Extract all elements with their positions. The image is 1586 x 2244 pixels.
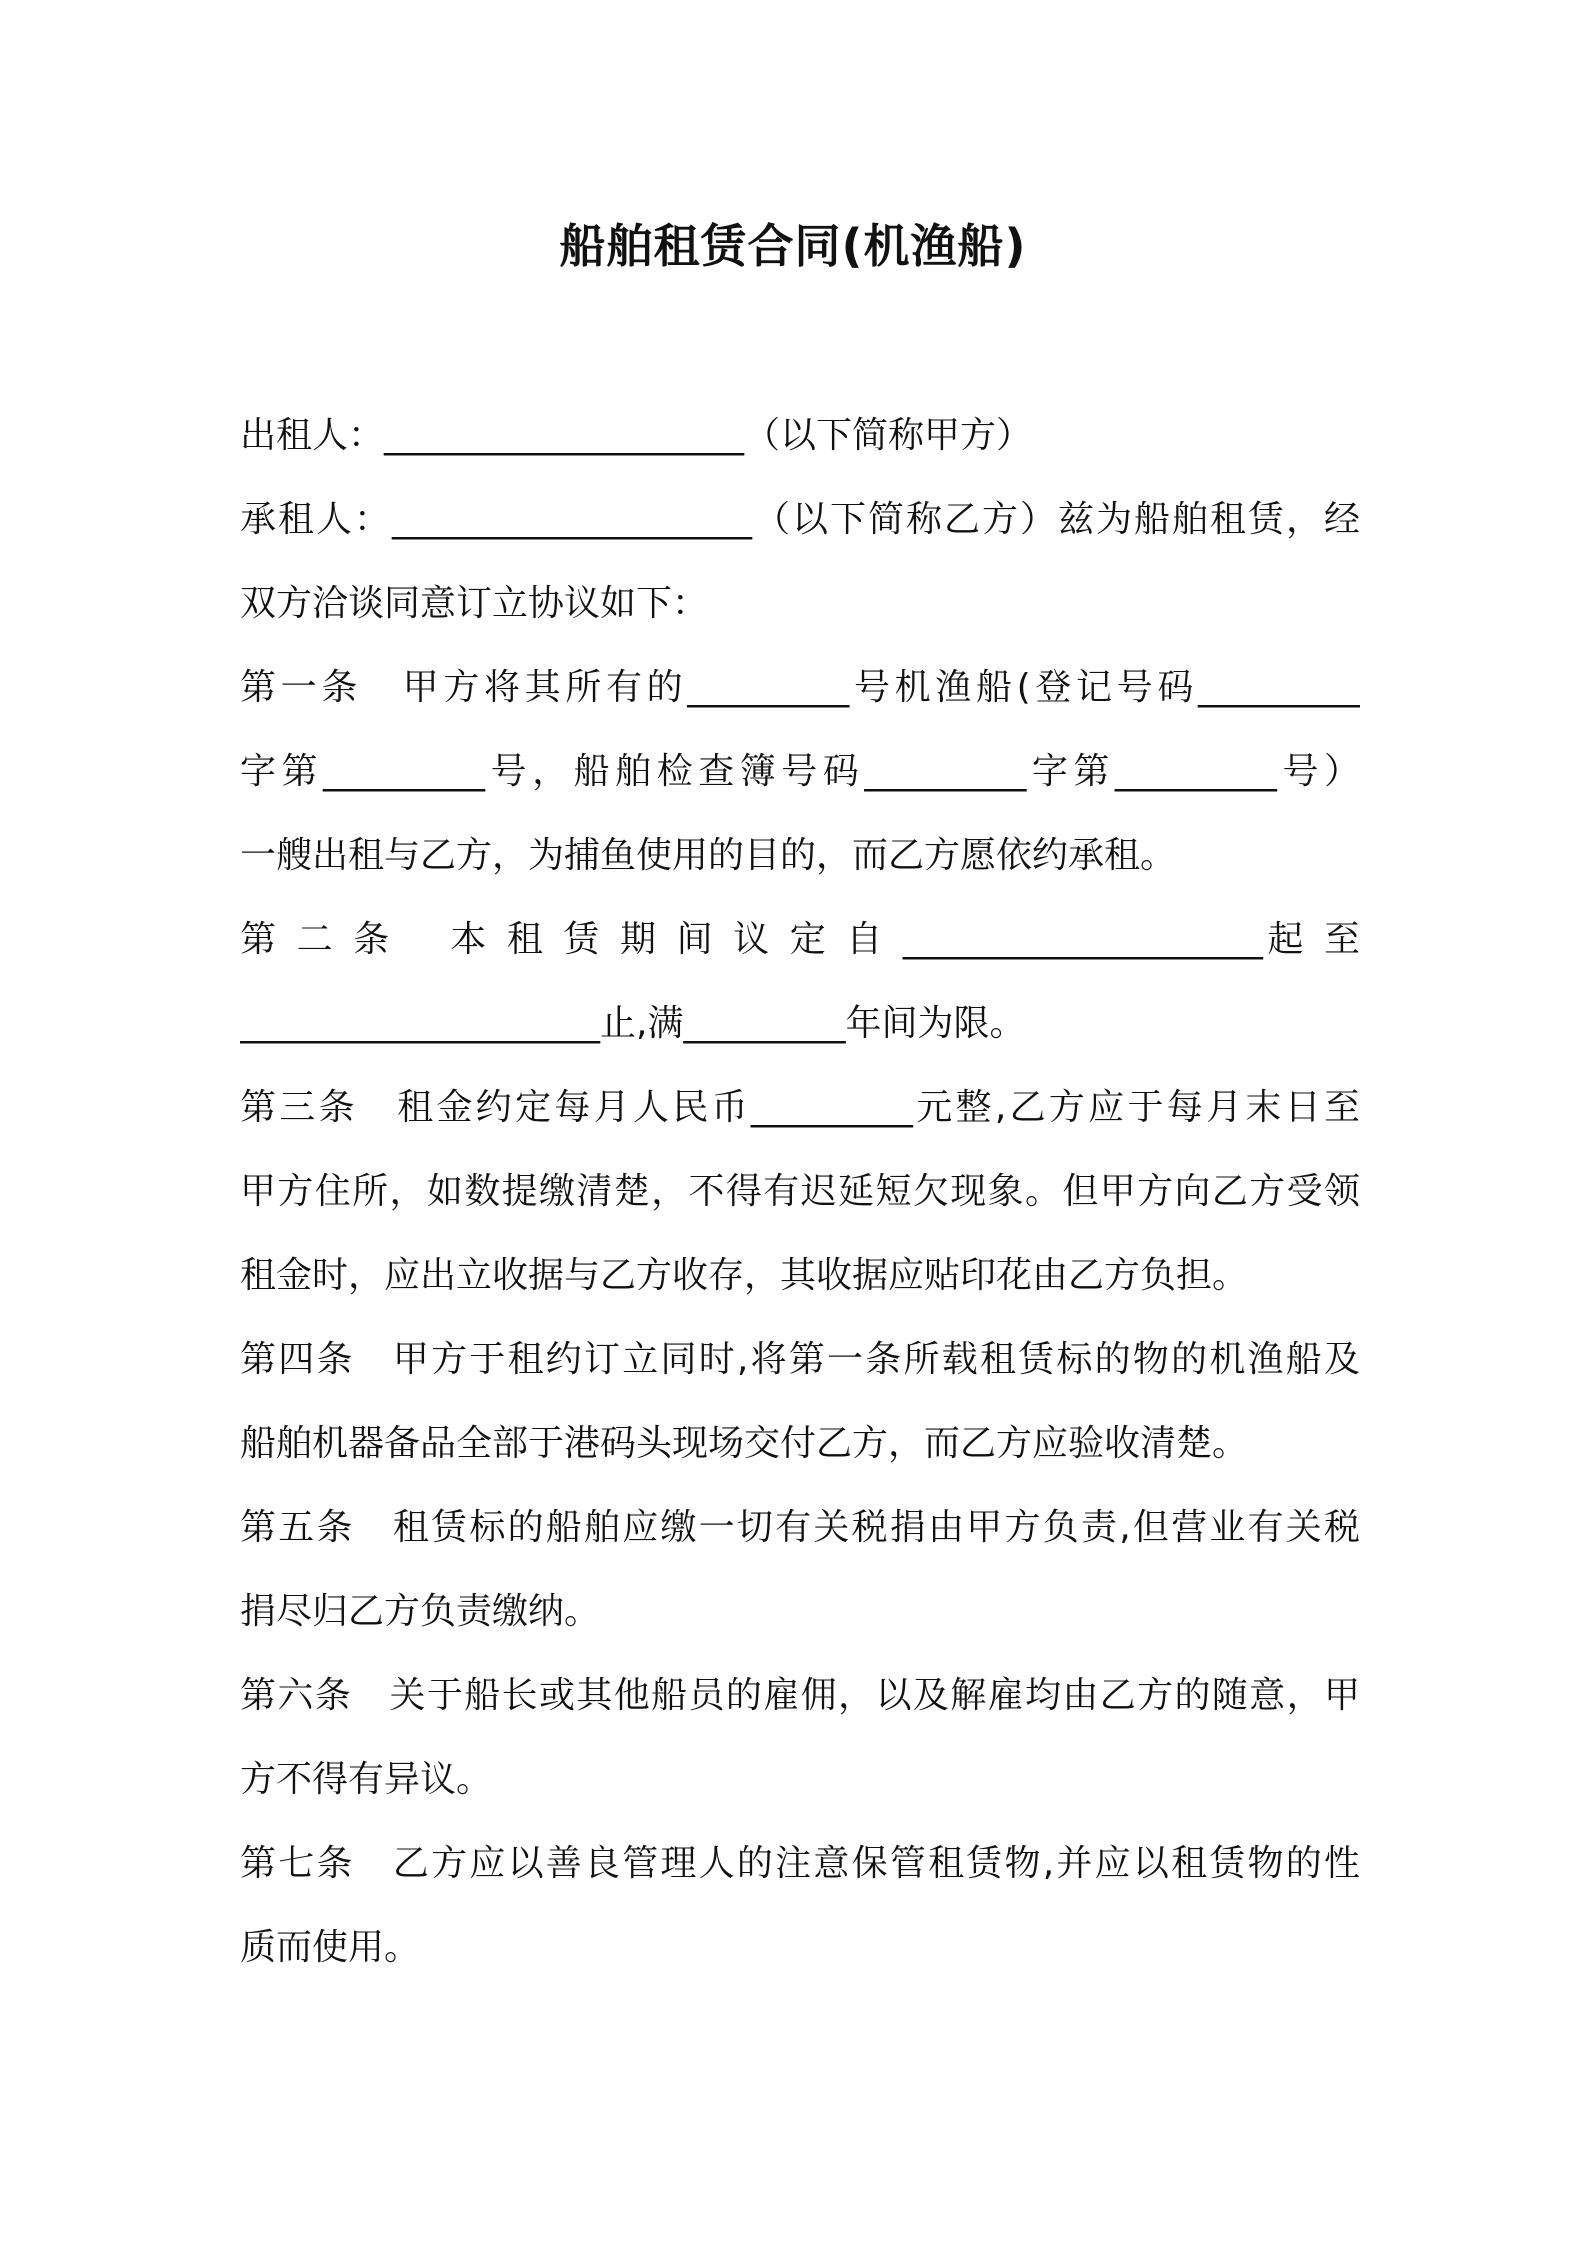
article-7-line-1: 第七条 乙方应以善良管理人的注意保管租赁物,并应以租赁物的性: [240, 1843, 1360, 1884]
article-5-line-2: 捐尽归乙方负责缴纳。: [240, 1591, 601, 1632]
article-3-line-2: 甲方住所，如数提缴清楚，不得有迟延短欠现象。但甲方向乙方受领: [240, 1171, 1360, 1212]
agreement-intro-line: 双方洽谈同意订立协议如下：: [240, 583, 709, 624]
article-4-line-1: 第四条 甲方于租约订立同时,将第一条所载租赁标的物的机渔船及: [240, 1339, 1360, 1380]
article-1-line-3: 一艘出租与乙方，为捕鱼使用的目的，而乙方愿依约承租。: [240, 835, 1177, 876]
article-7-line-2: 质而使用。: [240, 1927, 421, 1968]
article-2-line-1: 第 二 条 本 租 赁 期 间 议 定 自 ____________________起 至: [240, 919, 1360, 960]
article-5-line-1: 第五条 租赁标的船舶应缴一切有关税捐由甲方负责,但营业有关税: [240, 1507, 1360, 1548]
article-3-line-1: 第三条 租金约定每月人民币_________元整,乙方应于每月末日至: [240, 1087, 1360, 1128]
article-1-line-1: 第一条 甲方将其所有的_________号机渔船(登记号码_________: [240, 667, 1360, 708]
document-title: 船舶租赁合同(机渔船): [559, 219, 1027, 273]
article-2-line-2: ____________________止,满_________年间为限。: [240, 1003, 1026, 1044]
article-6-line-1: 第六条 关于船长或其他船员的雇佣，以及解雇均由乙方的随意，甲: [240, 1675, 1360, 1716]
lessor-line: 出租人：____________________（以下简称甲方）: [240, 415, 1033, 456]
article-6-line-2: 方不得有异议。: [240, 1759, 493, 1800]
article-1-line-2: 字第_________号，船舶检查簿号码_________字第_________号）: [240, 751, 1360, 792]
lessee-line: 承租人：____________________（以下简称乙方）兹为船舶租赁，经: [240, 499, 1360, 540]
article-3-line-3: 租金时，应出立收据与乙方收存，其收据应贴印花由乙方负担。: [240, 1255, 1249, 1296]
article-4-line-2: 船舶机器备品全部于港码头现场交付乙方，而乙方应验收清楚。: [240, 1423, 1249, 1464]
